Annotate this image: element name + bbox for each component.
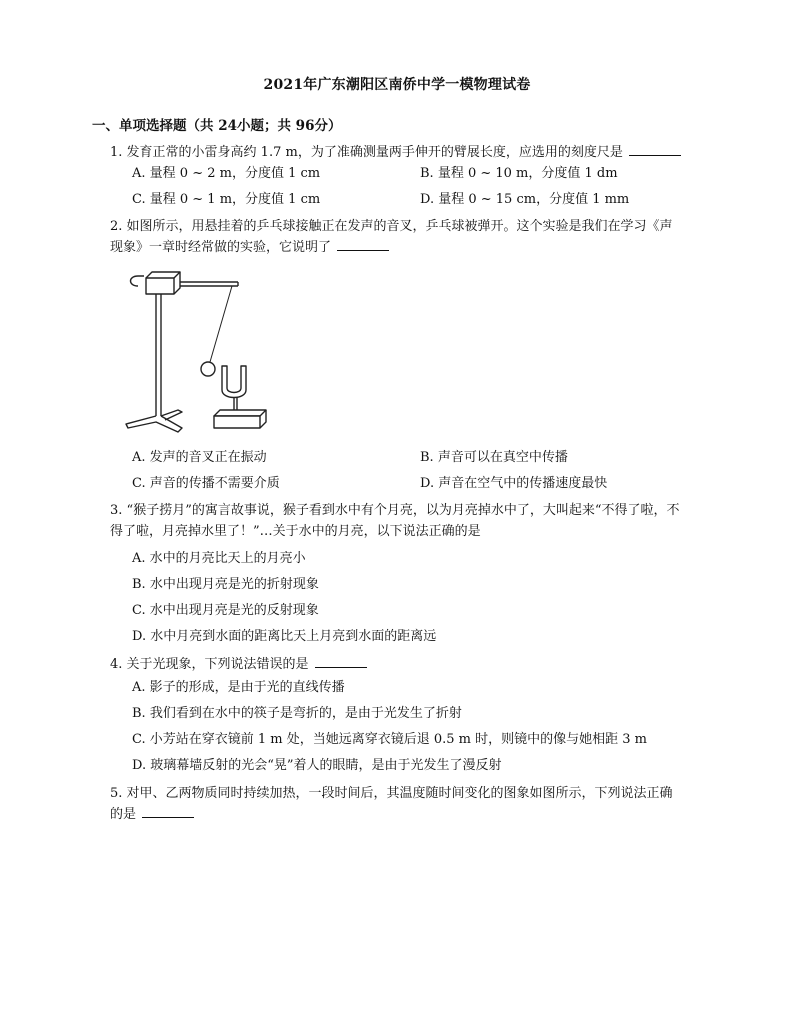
clamp-block	[146, 278, 174, 294]
option-a: A. 量程 0 ~ 2 m，分度值 1 cm	[132, 166, 321, 181]
option-c: C. 声音的传播不需要介质	[132, 476, 280, 491]
tuning-fork-apparatus-figure	[120, 266, 280, 446]
stand-base	[126, 416, 182, 432]
question-number: 5.	[110, 786, 123, 801]
option-d: D. 量程 0 ~ 15 cm，分度值 1 mm	[420, 192, 630, 207]
option-a: A. 影子的形成，是由于光的直线传播	[132, 680, 345, 695]
option-c: C. 量程 0 ~ 1 m，分度值 1 cm	[132, 192, 321, 207]
question-number: 4.	[110, 657, 123, 672]
option-b: B. 水中出现月亮是光的折射现象	[132, 577, 319, 592]
question-stem: 如图所示，用悬挂着的乒乓球接触正在发声的音叉，乒乓球被弹开。这个实验是我们在学习《声	[126, 219, 673, 234]
answer-blank	[315, 655, 367, 668]
section-heading: 一、单项选择题（共 24小题；共 96分）	[92, 118, 342, 134]
question-3	[110, 500, 714, 542]
question-stem: 对甲、乙两物质同时持续加热，一段时间后，其温度随时间变化的图象如图所示，下列说法正确	[126, 786, 673, 801]
question-2	[110, 216, 714, 258]
option-c: C. 小芳站在穿衣镜前 1 m 处，当她远离穿衣镜后退 0.5 m 时，则镜中的像与她相距 3 m	[132, 732, 648, 747]
option-b: B. 量程 0 ~ 10 m，分度值 1 dm	[420, 166, 618, 181]
tuning-fork	[222, 366, 246, 398]
answer-blank	[337, 238, 389, 251]
question-stem-continued: 的是	[110, 807, 137, 822]
question-number: 3.	[110, 503, 123, 518]
question-1	[110, 142, 714, 163]
option-d: D. 玻璃幕墙反射的光会“晃”着人的眼睛，是由于光发生了漫反射	[132, 758, 502, 773]
option-d: D. 声音在空气中的传播速度最快	[420, 476, 608, 491]
question-stem: 发育正常的小雷身高约 1.7 m，为了准确测量两手伸开的臂展长度，应选用的刻度尺是	[126, 145, 623, 160]
option-a: A. 发声的音叉正在振动	[132, 450, 267, 465]
question-stem: “猴子捞月”的寓言故事说，猴子看到水中有个月亮，以为月亮掉水中了，大叫起来“不得了啦，不	[126, 503, 680, 518]
pendulum-string	[210, 286, 232, 362]
question-stem-continued: 得了啦，月亮掉水里了！”…关于水中的月亮，以下说法正确的是	[110, 524, 481, 539]
ping-pong-ball	[201, 362, 215, 376]
option-c: C. 水中出现月亮是光的反射现象	[132, 603, 319, 618]
question-4	[110, 654, 714, 675]
question-stem: 关于光现象，下列说法错误的是	[126, 657, 309, 672]
answer-blank	[142, 805, 194, 818]
option-a: A. 水中的月亮比天上的月亮小	[132, 551, 306, 566]
option-b: B. 声音可以在真空中传播	[420, 450, 568, 465]
answer-blank	[629, 143, 681, 156]
resonance-box	[214, 410, 266, 416]
option-d: D. 水中月亮到水面的距离比天上月亮到水面的距离远	[132, 629, 437, 644]
question-number: 2.	[110, 219, 123, 234]
question-stem-continued: 现象》一章时经常做的实验，它说明了	[110, 240, 332, 255]
option-b: B. 我们看到在水中的筷子是弯折的，是由于光发生了折射	[132, 706, 462, 721]
question-5	[110, 783, 714, 825]
question-number: 1.	[110, 145, 123, 160]
page-title: 2021年广东潮阳区南侨中学一模物理试卷	[263, 77, 531, 93]
clamp-screw	[131, 276, 145, 286]
